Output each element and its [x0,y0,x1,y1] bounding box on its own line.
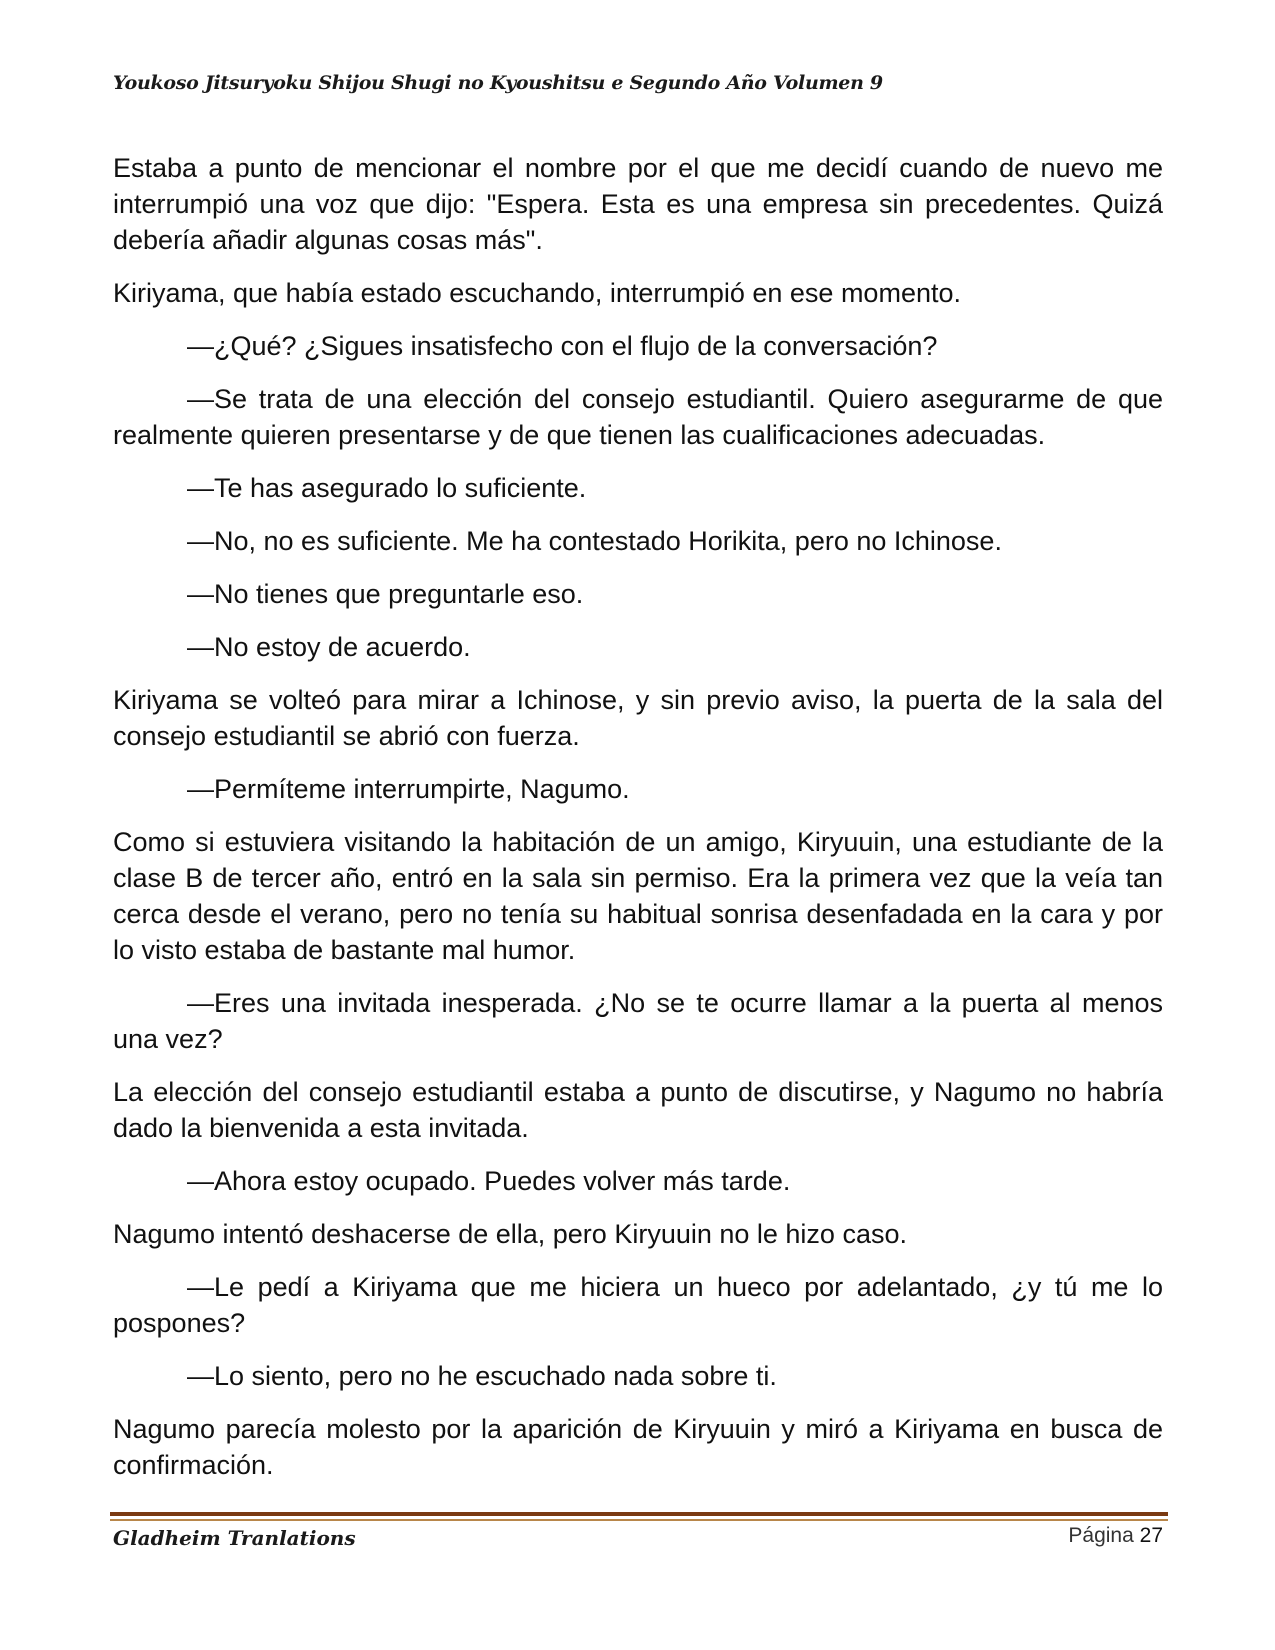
dialogue-paragraph: —Te has asegurado lo suficiente. [187,473,587,503]
footer-divider-dark [110,1512,1168,1516]
paragraph: La elección del consejo estudiantil estaba a punto de discutirse, y Nagumo no habría dado la bienvenida a esta invitada. [113,1077,1163,1143]
dialogue-paragraph: —No, no es suficiente. Me ha contestado Horikita, pero no Ichinose. [187,526,1002,556]
dialogue-paragraph: —Lo siento, pero no he escuchado nada sobre ti. [187,1361,777,1391]
paragraph: Kiriyama, que había estado escuchando, interrumpió en ese momento. [113,278,961,308]
paragraph: Estaba a punto de mencionar el nombre por el que me decidí cuando de nuevo me interrumpió una voz que dijo: "Espera. Esta es una empresa sin precedentes. Quizá debería añadir algunas cosas más". [113,153,1163,255]
dialogue-paragraph: —Eres una invitada inesperada. ¿No se te ocurre llamar a la puerta al menos una vez? [113,988,1163,1054]
page-number-label [1068,1524,1163,1548]
page-number: 27 [1139,1524,1163,1547]
dialogue-paragraph: —Se trata de una elección del consejo estudiantil. Quiero asegurarme de que realmente quieren presentarse y de que tienen las cualificaciones adecuadas. [113,384,1163,450]
body-text [113,150,1163,1500]
paragraph: Nagumo parecía molesto por la aparición de Kiryuuin y miró a Kiriyama en busca de confirmación. [113,1414,1163,1480]
page-label: Página [1068,1524,1134,1547]
dialogue-paragraph: —Permíteme interrumpirte, Nagumo. [187,774,630,804]
header-title: Youkoso Jitsuryoku Shijou Shugi no Kyoushitsu e Segundo Año Volumen 9 [113,72,883,94]
dialogue-paragraph: —No tienes que preguntarle eso. [187,579,584,609]
paragraph: Nagumo intentó deshacerse de ella, pero Kiryuuin no le hizo caso. [113,1219,907,1249]
dialogue-paragraph: —¿Qué? ¿Sigues insatisfecho con el flujo de la conversación? [187,331,938,361]
paragraph: Como si estuviera visitando la habitación de un amigo, Kiryuuin, una estudiante de la clase B de tercer año, entró en la sala sin permiso. Era la primera vez que la veía tan cerca desde el verano, pero no tenía su habitual sonrisa desenfadada en la cara y por lo visto estaba de bastante mal humor. [113,827,1163,965]
dialogue-paragraph: —Ahora estoy ocupado. Puedes volver más tarde. [187,1166,791,1196]
footer-publisher: Gladheim Tranlations [113,1526,356,1550]
paragraph: Kiriyama se volteó para mirar a Ichinose, y sin previo aviso, la puerta de la sala del consejo estudiantil se abrió con fuerza. [113,685,1163,751]
dialogue-paragraph: —Le pedí a Kiriyama que me hiciera un hueco por adelantado, ¿y tú me lo pospones? [113,1272,1163,1338]
dialogue-paragraph: —No estoy de acuerdo. [187,632,471,662]
footer-divider-light [110,1519,1168,1521]
